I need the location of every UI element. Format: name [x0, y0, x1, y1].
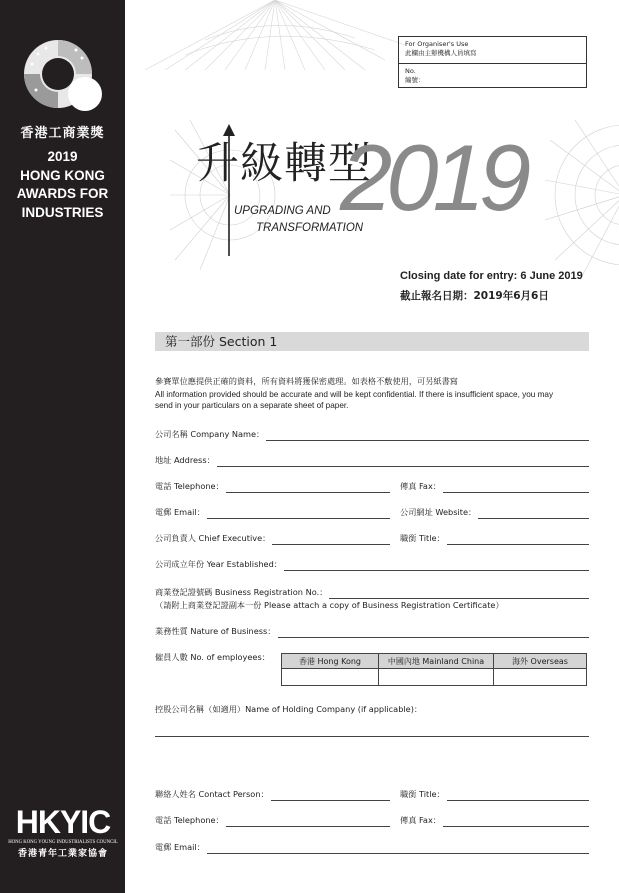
intro-en-line2: send in your particulars on a separate sheet of paper.: [155, 401, 349, 410]
address-label: 地址 Address：: [155, 455, 215, 465]
contact-email-label: 電郵 Email：: [155, 842, 205, 852]
contact-person-label: 聯絡人姓名 Contact Person：: [155, 789, 269, 799]
theme-title-cn: 升級轉型: [196, 139, 372, 189]
br-note: （請附上商業登記證副本一份 Please attach a copy of Business Registration Certificate）: [155, 600, 504, 610]
year-established-field[interactable]: [284, 558, 589, 571]
holding-row: [155, 702, 589, 716]
nature-row: [155, 624, 589, 638]
organiser-logo: [6, 806, 120, 859]
contact-title-label: 職銜 Title：: [400, 789, 445, 799]
decorative-fan-top: [125, 0, 415, 70]
brand-line-1: HONG KONG: [20, 167, 105, 183]
telephone-label: 電話 Telephone：: [155, 481, 224, 491]
contact-telephone-field[interactable]: [226, 814, 390, 827]
employees-table: [281, 653, 587, 686]
employees-hk-header: 香港 Hong Kong: [282, 654, 379, 669]
brand-name-cn: 香港工商業獎: [20, 126, 105, 141]
br-note-row: [155, 598, 589, 612]
telephone-field[interactable]: [226, 480, 390, 493]
company-name-label: 公司名稱 Company Name：: [155, 429, 265, 439]
holding-field[interactable]: [155, 736, 589, 737]
employees-overseas-cell[interactable]: [494, 669, 587, 686]
employees-overseas-header: 海外 Overseas: [494, 654, 587, 669]
organiser-use-label-cn: 此欄由主辦機構人員填寫: [405, 49, 477, 57]
contact-email-row: [155, 840, 589, 854]
contact-person-field[interactable]: [271, 788, 390, 801]
organiser-name-en: HONG KONG YOUNG INDUSTRIALISTS COUNCIL: [8, 840, 118, 845]
theme-title-en-line2: TRANSFORMATION: [256, 222, 364, 234]
year-established-label: 公司成立年份 Year Established：: [155, 559, 282, 569]
closing-date-en: Closing date for entry: 6 June 2019: [400, 270, 583, 282]
contact-telephone-row: [155, 813, 390, 827]
awards-logo-icon: [18, 36, 108, 116]
contact-title-field[interactable]: [447, 788, 589, 801]
hkyic-logo: HKYIC: [15, 804, 111, 840]
company-name-field[interactable]: [266, 428, 589, 441]
chief-executive-row: [155, 531, 390, 545]
contact-fax-row: [400, 813, 589, 827]
br-no-label: 商業登記證號碼 Business Registration No.：: [155, 587, 328, 597]
title-field[interactable]: [447, 532, 589, 545]
nature-label: 業務性質 Nature of Business：: [155, 626, 276, 636]
title-label: 職銜 Title：: [400, 533, 445, 543]
sidebar: [0, 0, 125, 893]
organiser-name-cn: 香港青年工業家協會: [17, 849, 108, 859]
website-row: [400, 505, 589, 519]
employees-table-header: [282, 654, 587, 669]
year-established-row: [155, 557, 589, 571]
chief-executive-field[interactable]: [272, 532, 390, 545]
contact-title-row: [400, 787, 589, 801]
address-field[interactable]: [217, 454, 589, 467]
section-title: 第一部份 Section 1: [155, 332, 589, 351]
entry-no-label-cn: 編號：: [405, 76, 425, 84]
employees-row: [155, 650, 280, 664]
contact-email-field[interactable]: [207, 841, 589, 854]
brand-year: 2019: [47, 149, 78, 164]
intro-cn: 參賽單位應提供正確的資料，所有資料將獲保密處理。如表格不敷使用，可另紙書寫: [155, 377, 458, 386]
email-field[interactable]: [207, 506, 390, 519]
brand-line-3: INDUSTRIES: [21, 204, 104, 220]
contact-person-row: [155, 787, 390, 801]
decorative-fan-right: [545, 100, 619, 290]
fax-label: 傳真 Fax：: [400, 481, 441, 491]
employees-table-row: [282, 669, 587, 686]
employees-mainland-header: 中國內地 Mainland China: [379, 654, 494, 669]
brand-name-en: [0, 148, 125, 222]
fax-field[interactable]: [443, 480, 589, 493]
br-no-row: [155, 585, 589, 599]
holding-label: 控股公司名稱（如適用）Name of Holding Company (if applicable)：: [155, 704, 423, 714]
email-row: [155, 505, 390, 519]
company-name-row: [155, 427, 589, 441]
email-label: 電郵 Email：: [155, 507, 205, 517]
brand-line-2: AWARDS FOR: [16, 186, 109, 201]
address-row: [155, 453, 589, 467]
contact-telephone-label: 電話 Telephone：: [155, 815, 224, 825]
website-label: 公司網址 Website：: [400, 507, 477, 517]
theme-year: 2019: [340, 125, 526, 230]
employees-label: 僱員人數 No. of employees：: [155, 652, 270, 662]
organiser-use-label-en: For Organiser's Use: [405, 40, 469, 48]
fax-row: [400, 479, 589, 493]
website-field[interactable]: [478, 506, 589, 519]
closing-date-cn: 截止報名日期：2019年6月6日: [400, 290, 549, 302]
chief-executive-label: 公司負責人 Chief Executive：: [155, 533, 271, 543]
contact-fax-field[interactable]: [443, 814, 589, 827]
intro-en-line1: All information provided should be accurate and will be kept confidential. If there is insufficient space, you may: [155, 390, 554, 399]
contact-fax-label: 傳真 Fax：: [400, 815, 441, 825]
telephone-row: [155, 479, 390, 493]
nature-field[interactable]: [278, 625, 589, 638]
employees-hk-cell[interactable]: [282, 669, 379, 686]
organiser-use-box: [398, 36, 587, 88]
title-row: [400, 531, 589, 545]
entry-no-label-en: No.: [405, 67, 416, 75]
employees-mainland-cell[interactable]: [379, 669, 494, 686]
theme-title-en-line1: UPGRADING AND: [234, 205, 331, 217]
